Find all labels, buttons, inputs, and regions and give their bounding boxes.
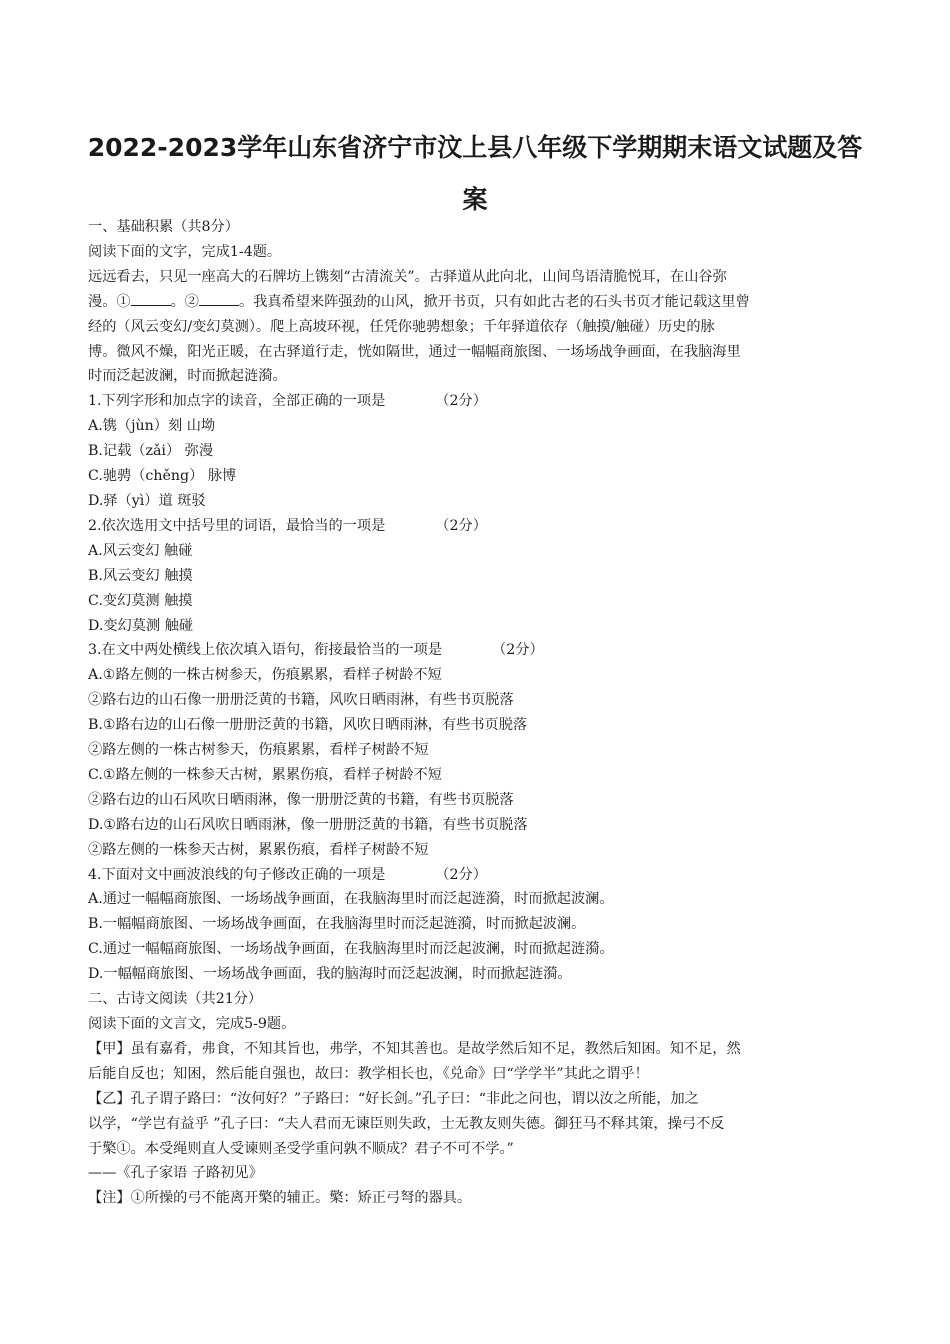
question-option: D.驿（yì）道 斑驳 [88,492,206,509]
document-title [80,122,870,226]
source-citation: ——《孔子家语 子路初见》 [88,1165,263,1182]
question-option: C.变幻莫测 触摸 [88,592,193,609]
question-stem [88,638,868,663]
question-score: （2分） [492,642,544,659]
question-option: A.通过一幅幅商旅图、一场场战争画面，在我脑海里时而泛起涟漪，时而掀起波澜。 [88,891,614,908]
footnote: 【注】①所操的弓不能离开檠的辅正。檠：矫正弓弩的器具。 [88,1190,472,1207]
text-yi-line: 以学，“学岂有益乎 ”孔子曰：“夫人君而无谏臣则失政，士无教友则失德。御狂马不释其策，操弓不反 [88,1115,725,1132]
question-option: B.①路右边的山石像一册册泛黄的书籍，风吹日晒雨淋，有些书页脱落 [88,717,528,734]
passage-line [88,290,868,315]
question-option: B.风云变幻 触摸 [88,567,193,584]
passage-line: 远远看去，只见一座高大的石牌坊上镌刻“古清流关”。古驿道从此向北，山间鸟语清脆悦耳，在山谷弥 [88,268,727,285]
question-option: A.镌（jùn）刻 山坳 [88,418,216,435]
question-option: B.记载（zǎi） 弥漫 [88,443,214,460]
section-heading: 一、基础积累（共8分） [88,219,239,235]
fill-blank-1 [131,291,171,306]
question-score: （2分） [435,866,487,883]
passage-line: 时而泛起波澜，时而掀起涟漪。 [88,368,287,385]
question-option: ②路右边的山石风吹日晒雨淋，像一册册泛黄的书籍，有些书页脱落 [88,791,514,808]
text-jia-line: 后能自反也；知困，然后能自强也，故曰：教学相长也，《兑命》曰“学学半”其此之谓乎！ [88,1065,649,1082]
title-line-1: 2022-2023学年山东省济宁市汶上县八年级下学期期末语文试题及答 [87,133,863,162]
question-option: ②路左侧的一株古树参天，伤痕累累，看样子树龄不短 [88,742,429,759]
passage-text: 。我真希望来阵强劲的山风，掀开书页，只有如此古老的石头书页才能记载这里曾 [238,293,750,310]
question-text: 2.依次选用文中括号里的词语，最恰当的一项是 [88,517,386,534]
question-option: A.风云变幻 触碰 [88,542,193,559]
passage-text: 。② [170,293,199,310]
question-text: 3.在文中两处横线上依次填入语句，衔接最恰当的一项是 [88,642,443,659]
text-yi-line: 于檠①。本受绳则直人受谏则圣受学重问孰不顺成？君子不可不学。” [88,1140,514,1157]
question-stem [88,863,868,888]
text-jia-line: 【甲】虽有嘉肴，弗食，不知其旨也，弗学，不知其善也。是故学然后知不足，教然后知困。知不足，然 [88,1040,741,1057]
passage-line: 博。微风不燥，阳光正暖，在古驿道行走，恍如隔世，通过一幅幅商旅图、一场场战争画面，在我脑海里 [88,343,741,360]
question-option: D.①路右边的山石风吹日晒雨淋，像一册册泛黄的书籍，有些书页脱落 [88,816,528,833]
question-option: D.变幻莫测 触碰 [88,617,194,634]
question-option: B.一幅幅商旅图、一场场战争画面，在我脑海里时而泛起涟漪，时而掀起波澜。 [88,916,586,933]
section-heading: 二、古诗文阅读（共21分） [88,991,263,1008]
document-body [88,215,868,1211]
question-stem [88,389,868,414]
question-option: D.一幅幅商旅图、一场场战争画面，我的脑海时而泛起波澜，时而掀起涟漪。 [88,966,572,983]
question-text: 1.下列字形和加点字的读音，全部正确的一项是 [88,393,386,410]
passage-text: 漫。① [88,293,131,310]
question-text: 4.下面对文中画波浪线的句子修改正确的一项是 [88,866,386,883]
text-yi-line: 【乙】孔子谓子路曰：“汝何好？”子路曰：“好长剑。”孔子曰：“非此之问也，谓以汝之所能，加之 [88,1090,699,1107]
question-option: ②路左侧的一株参天古树，累累伤痕，看样子树龄不短 [88,841,429,858]
question-stem [88,514,868,539]
question-option: C.驰骋（chěng） 脉博 [88,468,237,485]
question-score: （2分） [435,517,487,534]
section-intro: 阅读下面的文字，完成1-4题。 [88,243,282,260]
title-line-2: 案 [462,185,488,214]
question-option: C.①路左侧的一株参天古树，累累伤痕，看样子树龄不短 [88,766,442,783]
question-option: C.通过一幅幅商旅图、一场场战争画面，在我脑海里时而泛起波澜，时而掀起涟漪。 [88,941,614,958]
question-score: （2分） [435,393,487,410]
question-option: A.①路左侧的一株古树参天，伤痕累累，看样子树龄不短 [88,667,442,684]
question-option: ②路右边的山石像一册册泛黄的书籍，风吹日晒雨淋，有些书页脱落 [88,692,514,709]
section-intro: 阅读下面的文言文，完成5-9题。 [88,1016,296,1032]
passage-line: 经的（风云变幻/变幻莫测）。爬上高坡环视，任凭你驰骋想象；千年驿道依存（触摸/触碰）历史的脉 [88,318,715,335]
fill-blank-2 [199,291,239,306]
